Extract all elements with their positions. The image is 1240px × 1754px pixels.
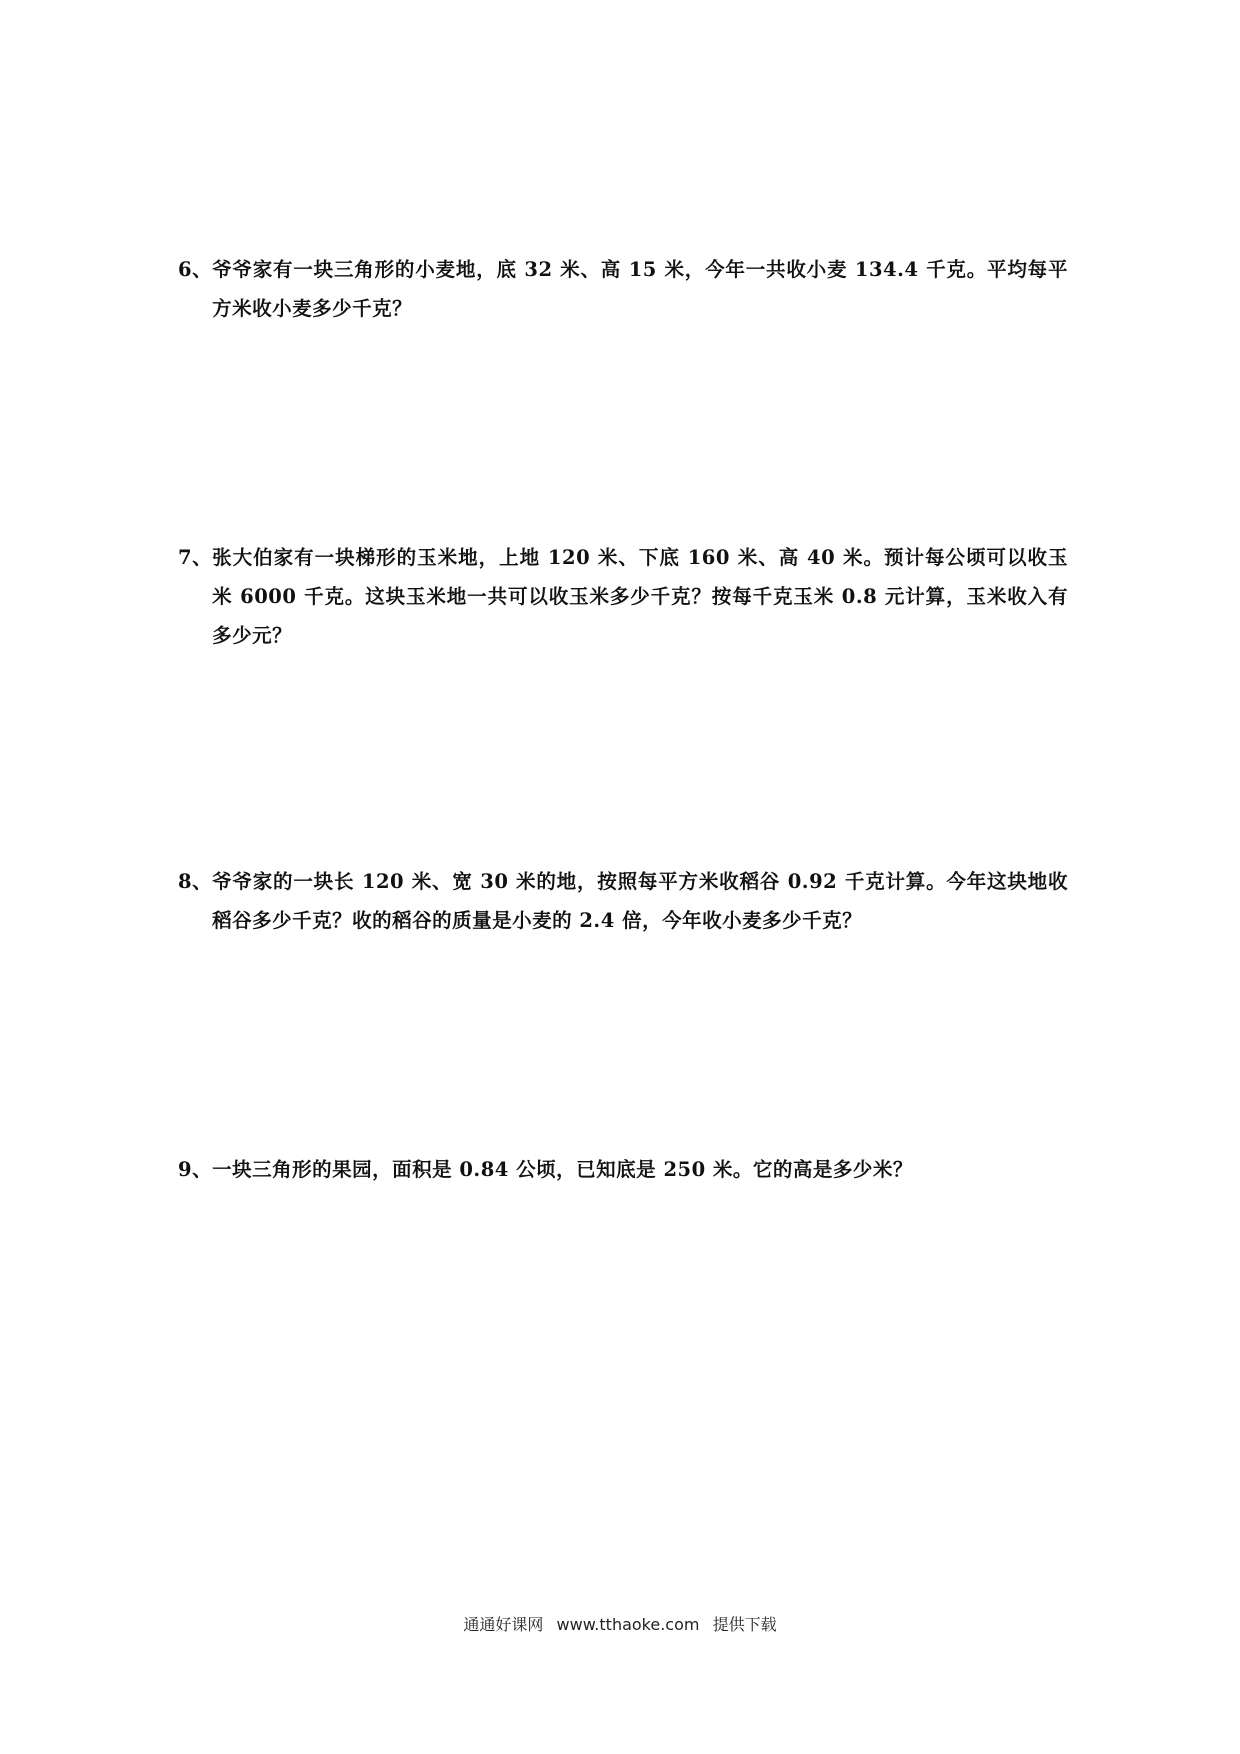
question-number: 8、 xyxy=(178,870,213,893)
footer-site-name: 通通好课网 xyxy=(463,1615,544,1634)
question-7 xyxy=(178,538,1068,655)
question-number: 6、 xyxy=(178,258,213,281)
question-9 xyxy=(178,1150,1068,1189)
question-text: 爷爷家的一块长 120 米、宽 30 米的地，按照每平方米收稻谷 0.92 千克计算。今年这块地收稻谷多少千克？收的稻谷的质量是小麦的 2.4 倍，今年收小麦多少千克？ xyxy=(212,870,1068,932)
question-number: 7、 xyxy=(178,546,213,569)
question-8 xyxy=(178,862,1068,940)
question-text: 爷爷家有一块三角形的小麦地，底 32 米、高 15 米，今年一共收小麦 134.4 千克。平均每平方米收小麦多少千克？ xyxy=(212,258,1068,320)
page-footer xyxy=(0,1612,1240,1635)
question-text: 张大伯家有一块梯形的玉米地，上地 120 米、下底 160 米、高 40 米。预计每公顷可以收玉米 6000 千克。这块玉米地一共可以收玉米多少千克？按每千克玉米 0.8 元计算，玉米收入有多少元？ xyxy=(212,546,1068,647)
question-text: 一块三角形的果园，面积是 0.84 公顷，已知底是 250 米。它的高是多少米？ xyxy=(212,1158,913,1181)
footer-url[interactable]: www.tthaoke.com xyxy=(556,1615,700,1634)
question-number: 9、 xyxy=(178,1158,213,1181)
question-6 xyxy=(178,250,1068,328)
footer-suffix: 提供下载 xyxy=(712,1615,777,1634)
